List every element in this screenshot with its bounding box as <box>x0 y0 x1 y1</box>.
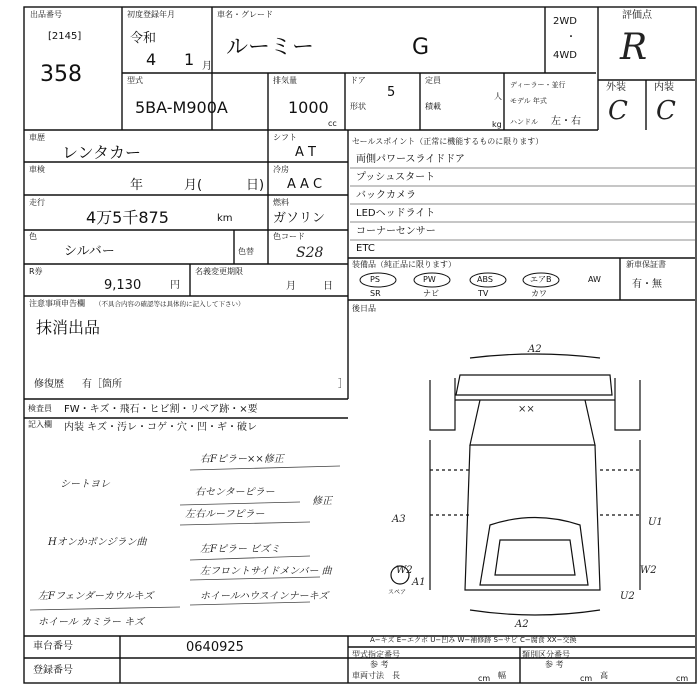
shape-label: 形状 <box>350 102 366 111</box>
dimensions-label: 車両寸法 <box>352 671 384 680</box>
equip-aw: AW <box>588 275 601 284</box>
inspector-label-1: 検査員 <box>28 404 52 413</box>
load-unit: kg <box>492 120 502 129</box>
selling-point-4: LEDヘッドライト <box>356 208 436 219</box>
equip-pw: PW <box>423 275 436 284</box>
repair-value: 有［箇所 <box>82 379 122 390</box>
notes-sub: （不具合内容の確認等は具体的に記入して下さい） <box>95 300 245 308</box>
model-year-label: モデル 年式 <box>510 97 547 105</box>
lot-number: 358 <box>40 62 82 87</box>
hw-note-8: 左フロントサイドメンバー 曲 <box>200 566 332 577</box>
equip-ps: PS <box>370 275 380 284</box>
load-label: 積載 <box>425 102 441 111</box>
color-swap-label: 色替 <box>238 247 254 256</box>
inspection-label: 車検 <box>29 165 45 174</box>
hw-note-7: 左Fピラー ビズミ <box>200 544 281 555</box>
inspection-year: 年 <box>130 178 144 193</box>
inspection-month: 月( <box>184 178 203 193</box>
notes-label: 注意事項申告欄 <box>29 299 85 308</box>
mileage-label: 走行 <box>29 198 45 207</box>
deadline-month: 月 <box>286 281 296 292</box>
shift-label: シフト <box>273 133 297 142</box>
equipment-label: 装備品（純正品に限ります） <box>352 260 456 269</box>
aircon-label: 冷房 <box>273 165 289 174</box>
hw-note-6: Hオンかポンジラン曲 <box>48 537 147 548</box>
model-label: 型式 <box>127 76 143 85</box>
doors-label: ドア <box>350 76 366 85</box>
fuel-value: ガソリン <box>273 211 326 226</box>
recycle-label: R券 <box>29 267 43 276</box>
hw-note-9: 左Fフェンダーカウルキズ <box>38 591 154 602</box>
diag-a1: A1 <box>412 577 426 588</box>
lot-label: 出品番号 <box>30 10 62 19</box>
history-value: レンタカー <box>62 143 141 162</box>
length-unit: cm <box>478 674 491 683</box>
first-reg-month: 1 <box>184 50 195 69</box>
classification-label: 類別区分番号 <box>522 650 570 659</box>
mileage-value: 4万5千875 <box>86 208 169 227</box>
diag-u1: U1 <box>648 517 663 528</box>
recycle-unit: 円 <box>170 280 180 291</box>
exterior-grade: C <box>608 96 628 126</box>
lot-sub: [2145] <box>48 31 82 42</box>
hw-note-11: ホイール カミラー キズ <box>38 617 144 628</box>
hw-note-1: 右Fピラー××修正 <box>200 454 284 465</box>
ref-label-2: 参 考 <box>545 660 564 669</box>
first-reg-era: 令和 <box>130 31 157 46</box>
diag-spare: スペア <box>388 589 407 596</box>
color-code: S28 <box>296 245 324 261</box>
exterior-label: 外装 <box>606 82 626 93</box>
handle-value: 左・右 <box>551 116 581 127</box>
inspector-line-2: 内装 キズ・汚レ・コゲ・穴・凹・ギ・破レ <box>64 422 257 433</box>
equip-abs: ABS <box>477 275 493 284</box>
fuel-label: 燃料 <box>273 198 289 207</box>
doors-value: 5 <box>387 85 396 100</box>
mileage-unit: km <box>217 213 233 224</box>
diag-a3: A3 <box>392 514 406 525</box>
color-label: 色 <box>29 232 37 241</box>
hw-note-5: 左右ルーフピラー <box>185 509 265 520</box>
equip-sr: SR <box>370 289 381 298</box>
type-designation-label: 型式指定番号 <box>352 650 400 659</box>
height-unit: cm <box>676 674 689 683</box>
capacity-unit: 人 <box>494 92 502 101</box>
equip-navi: ナビ <box>423 289 439 298</box>
displacement-value: 1000 <box>288 98 329 117</box>
handle-label: ハンドル <box>510 118 538 126</box>
drive-2wd: 2WD <box>553 16 577 27</box>
diag-a2-bottom: A2 <box>515 619 529 630</box>
hw-note-2: シートヨレ <box>60 479 110 490</box>
first-reg-month-unit: 月 <box>202 61 212 72</box>
hw-note-4: 修正 <box>312 496 332 507</box>
drive-4wd: 4WD <box>553 50 577 61</box>
car-grade: G <box>412 35 430 60</box>
ref-label-1: 参 考 <box>370 660 389 669</box>
diag-u2: U2 <box>620 591 635 602</box>
grade-value: R <box>620 27 648 68</box>
hw-note-3: 右センターピラー <box>195 487 275 498</box>
capacity-label: 定員 <box>425 76 441 85</box>
displacement-unit: cc <box>328 119 337 128</box>
interior-grade: C <box>656 96 676 126</box>
selling-point-1: 両側パワースライドドア <box>356 154 465 165</box>
car-name-label: 車名・グレード <box>217 10 273 19</box>
deadline-day: 日 <box>323 281 333 292</box>
warranty-label: 新車保証書 <box>626 260 666 269</box>
equip-leather: カワ <box>531 289 547 298</box>
interior-label: 内装 <box>654 82 674 93</box>
length-label: 長 <box>392 671 400 680</box>
hw-note-10: ホイールハウスインナーキズ <box>200 591 329 602</box>
diag-a2-top: A2 <box>528 344 542 355</box>
grade-label: 評価点 <box>622 10 652 21</box>
selling-point-6: ETC <box>356 243 375 254</box>
color-value: シルバー <box>64 244 115 259</box>
notes-value: 抹消出品 <box>36 318 101 337</box>
dealer-label: ディーラー・並行 <box>510 81 566 89</box>
displacement-label: 排気量 <box>273 76 297 85</box>
model-value: 5BA-M900A <box>135 98 228 117</box>
registration-label: 登録番号 <box>33 665 73 676</box>
serial-label: 車台番号 <box>33 641 73 652</box>
width-label: 幅 <box>498 671 506 680</box>
warranty-value: 有・無 <box>632 279 662 290</box>
drive-dot: ・ <box>566 32 576 43</box>
serial-value: 0640925 <box>186 640 244 655</box>
car-name: ルーミー <box>226 35 315 60</box>
selling-point-5: コーナーセンサー <box>356 226 436 237</box>
deadline-label: 名義変更期限 <box>195 267 243 276</box>
car-diagram <box>391 354 640 615</box>
equip-tv: TV <box>478 289 489 298</box>
shift-value: A T <box>295 145 316 160</box>
history-label: 車歴 <box>29 133 45 142</box>
repair-label: 修復歴 <box>34 379 64 390</box>
damage-legend: A−キズ E−エクボ U−凹み W−補修跡 S−サビ C−腐食 XX−交換 <box>370 636 577 644</box>
color-code-label: 色コード <box>273 232 305 241</box>
selling-point-2: プッシュスタート <box>356 172 436 183</box>
diag-w2-right: W2 <box>640 565 657 576</box>
diag-xx: ×× <box>518 404 535 415</box>
aircon-value: A A C <box>287 177 323 192</box>
inspection-day: 日) <box>246 178 265 193</box>
diag-w2-left: W2 <box>396 565 413 576</box>
recycle-value: 9,130 <box>104 278 142 293</box>
inspector-line-1: FW・キズ・飛石・ヒビ割・リペア跡・×要 <box>64 404 258 415</box>
first-reg-label: 初度登録年月 <box>127 10 175 19</box>
selling-points-label: セールスポイント（正常に機能するものに限ります） <box>352 137 544 146</box>
repair-end: ］ <box>338 379 348 390</box>
inspector-label-2: 記入欄 <box>28 420 52 429</box>
first-reg-year: 4 <box>146 50 157 69</box>
equip-airbag: エアB <box>530 275 552 284</box>
selling-point-3: バックカメラ <box>356 190 416 201</box>
width-unit: cm <box>580 674 593 683</box>
height-label: 高 <box>600 671 608 680</box>
after-label: 後日品 <box>352 304 376 313</box>
